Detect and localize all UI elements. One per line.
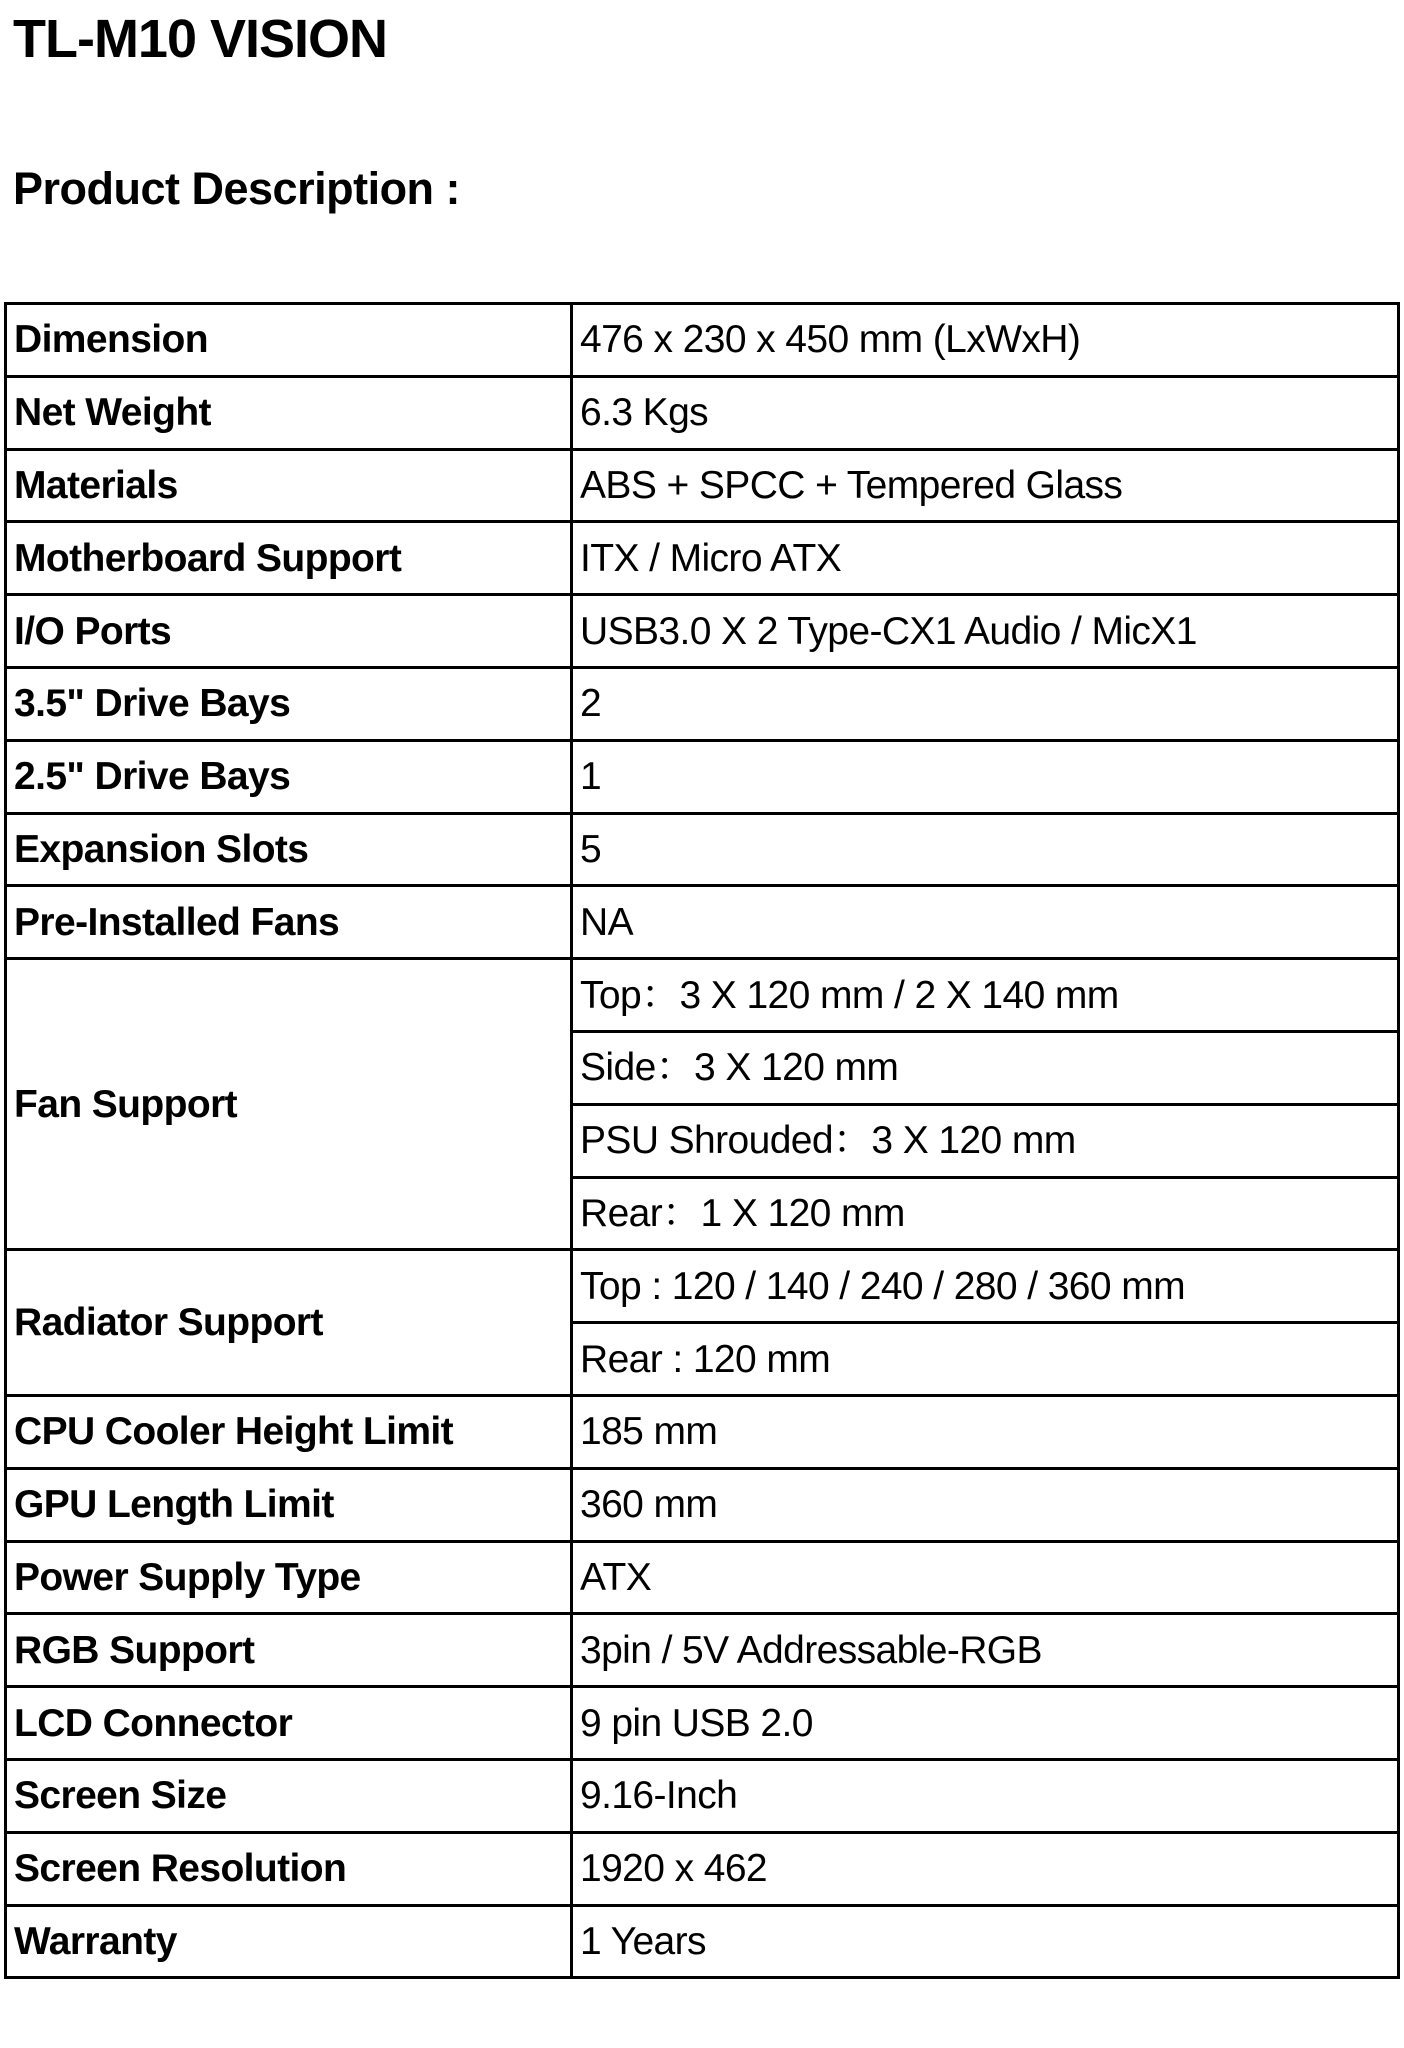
spec-label: Fan Support	[6, 959, 572, 1250]
spec-value: 360 mm	[572, 1468, 1399, 1541]
spec-label: GPU Length Limit	[6, 1468, 572, 1541]
spec-row	[6, 959, 1399, 1032]
spec-value: 2	[572, 667, 1399, 740]
spec-value: Top：3 X 120 mm / 2 X 140 mm	[572, 959, 1399, 1032]
spec-label: Power Supply Type	[6, 1541, 572, 1614]
spec-label: Net Weight	[6, 376, 572, 449]
spec-value: 9.16-Inch	[572, 1759, 1399, 1832]
spec-row	[6, 740, 1399, 813]
spec-value: 476 x 230 x 450 mm (LxWxH)	[572, 304, 1399, 377]
spec-row	[6, 1759, 1399, 1832]
spec-label: Materials	[6, 449, 572, 522]
spec-row	[6, 1687, 1399, 1760]
spec-label: Warranty	[6, 1905, 572, 1978]
spec-value: ITX / Micro ATX	[572, 522, 1399, 595]
spec-label: Radiator Support	[6, 1250, 572, 1396]
spec-value: 1 Years	[572, 1905, 1399, 1978]
spec-row	[6, 667, 1399, 740]
spec-value: 9 pin USB 2.0	[572, 1687, 1399, 1760]
spec-value: Rear：1 X 120 mm	[572, 1177, 1399, 1250]
spec-row	[6, 1250, 1399, 1323]
product-title: TL-M10 VISION	[13, 9, 388, 69]
spec-row	[6, 304, 1399, 377]
spec-table	[4, 302, 1400, 1979]
spec-row	[6, 449, 1399, 522]
spec-row	[6, 376, 1399, 449]
spec-row	[6, 1541, 1399, 1614]
spec-label: I/O Ports	[6, 595, 572, 668]
spec-value: 185 mm	[572, 1395, 1399, 1468]
spec-row	[6, 1395, 1399, 1468]
spec-value: NA	[572, 886, 1399, 959]
spec-label: RGB Support	[6, 1614, 572, 1687]
spec-value: 1	[572, 740, 1399, 813]
spec-row	[6, 1832, 1399, 1905]
spec-row	[6, 595, 1399, 668]
spec-label: LCD Connector	[6, 1687, 572, 1760]
section-heading: Product Description :	[13, 163, 461, 214]
spec-value: Top : 120 / 140 / 240 / 280 / 360 mm	[572, 1250, 1399, 1323]
spec-row	[6, 1614, 1399, 1687]
spec-value: PSU Shrouded：3 X 120 mm	[572, 1104, 1399, 1177]
spec-label: Motherboard Support	[6, 522, 572, 595]
spec-row	[6, 886, 1399, 959]
spec-label: Pre-Installed Fans	[6, 886, 572, 959]
spec-value: Rear : 120 mm	[572, 1323, 1399, 1396]
spec-value: ABS + SPCC + Tempered Glass	[572, 449, 1399, 522]
spec-row	[6, 1905, 1399, 1978]
spec-label: Expansion Slots	[6, 813, 572, 886]
spec-value: ATX	[572, 1541, 1399, 1614]
spec-label: 3.5" Drive Bays	[6, 667, 572, 740]
spec-value: USB3.0 X 2 Type-CX1 Audio / MicX1	[572, 595, 1399, 668]
spec-value: Side：3 X 120 mm	[572, 1031, 1399, 1104]
spec-label: Dimension	[6, 304, 572, 377]
spec-label: CPU Cooler Height Limit	[6, 1395, 572, 1468]
spec-value: 1920 x 462	[572, 1832, 1399, 1905]
spec-row	[6, 1468, 1399, 1541]
spec-value: 5	[572, 813, 1399, 886]
spec-row	[6, 813, 1399, 886]
spec-row	[6, 522, 1399, 595]
spec-value: 6.3 Kgs	[572, 376, 1399, 449]
spec-value: 3pin / 5V Addressable-RGB	[572, 1614, 1399, 1687]
spec-label: Screen Resolution	[6, 1832, 572, 1905]
spec-label: Screen Size	[6, 1759, 572, 1832]
spec-label: 2.5" Drive Bays	[6, 740, 572, 813]
